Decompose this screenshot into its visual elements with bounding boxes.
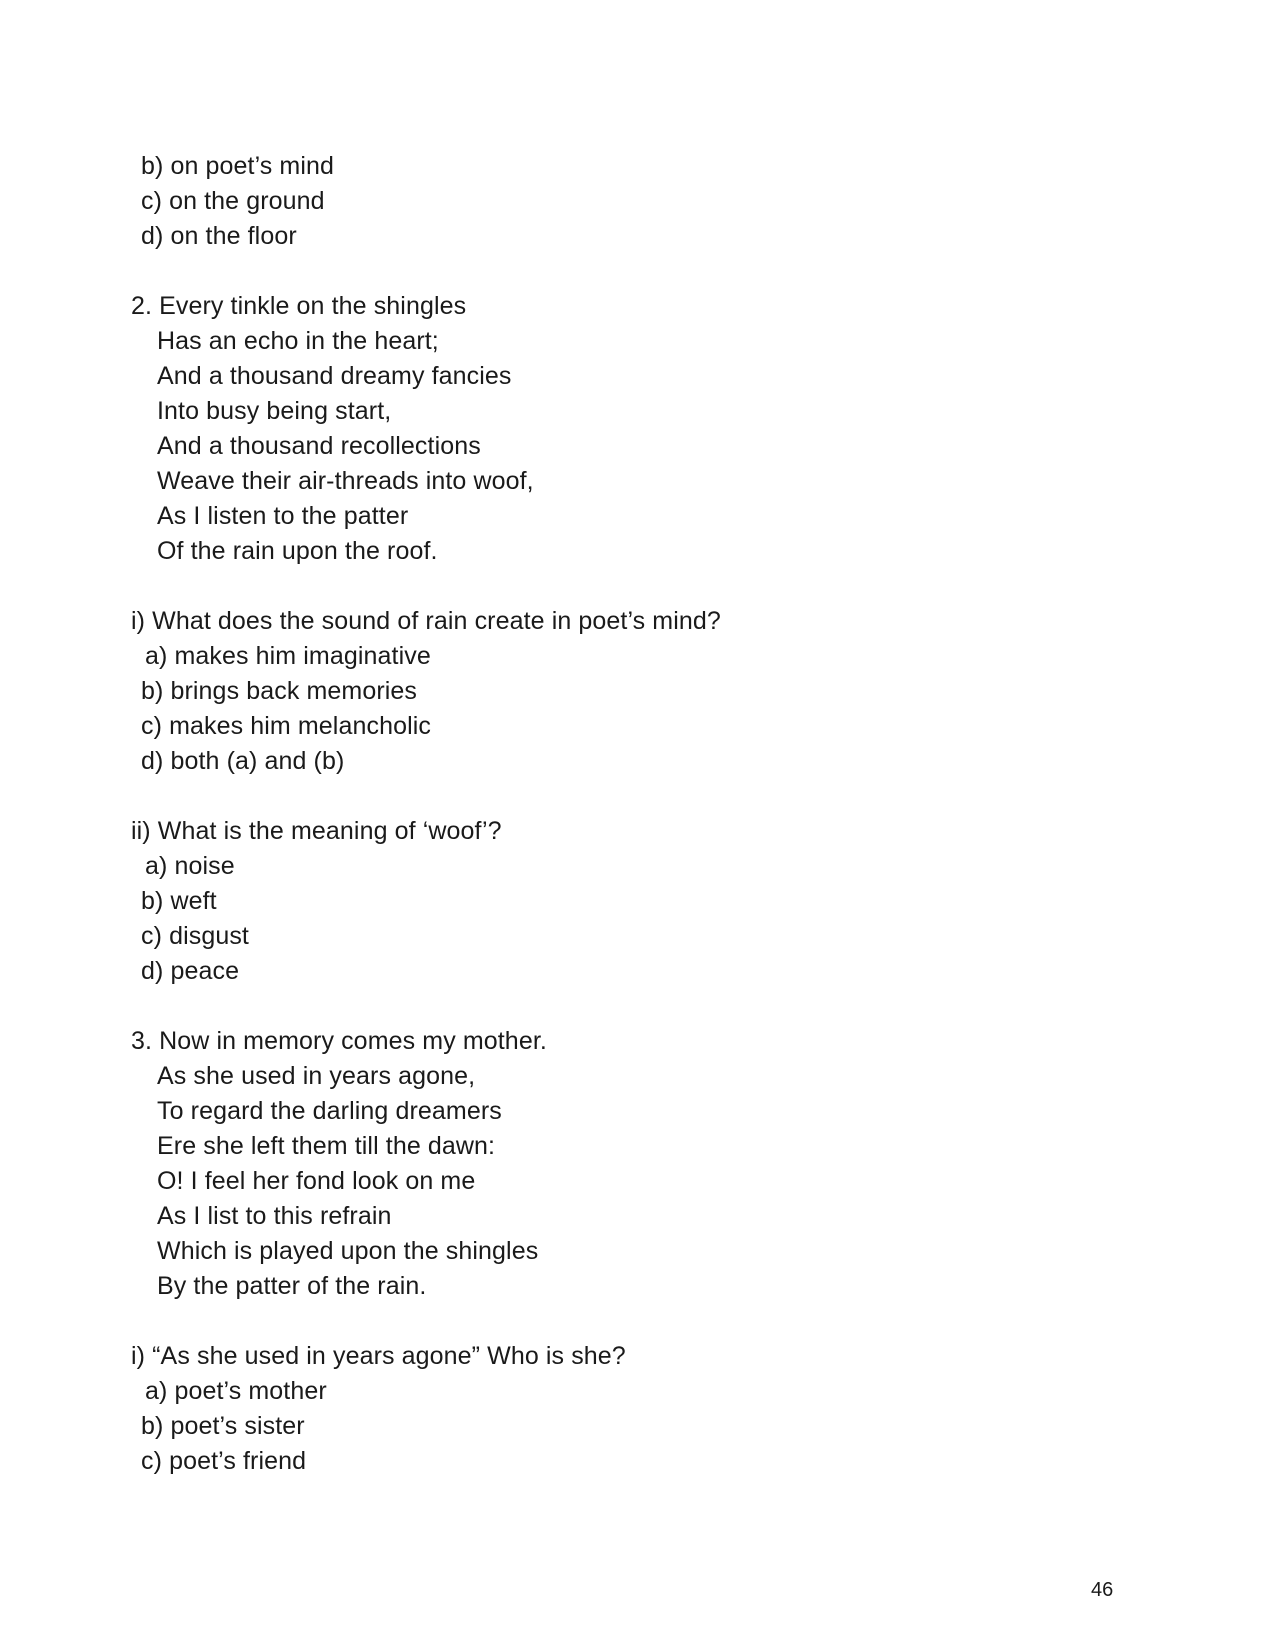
question-option: d) peace [141,957,240,985]
stanza-3-line: By the patter of the rain. [157,1272,427,1300]
stanza-2-line: Weave their air-threads into woof, [157,467,534,495]
question-option: c) poet’s friend [141,1447,307,1475]
question-option: b) weft [141,887,217,915]
option-d: d) on the floor [141,222,297,250]
question-text: ii) What is the meaning of ‘woof’? [131,817,502,845]
question-option: a) noise [145,852,235,880]
stanza-2-line: 2. Every tinkle on the shingles [131,292,467,320]
question-option: a) makes him imaginative [145,642,431,670]
option-c: c) on the ground [141,187,325,215]
question-option: a) poet’s mother [145,1377,327,1405]
question-option: c) disgust [141,922,249,950]
question-option: d) both (a) and (b) [141,747,345,775]
stanza-2-line: And a thousand recollections [157,432,481,460]
question-option: b) poet’s sister [141,1412,305,1440]
page-number: 46 [1091,1579,1114,1601]
stanza-3-line: As she used in years agone, [157,1062,476,1090]
stanza-2-line: And a thousand dreamy fancies [157,362,512,390]
question-option: b) brings back memories [141,677,418,705]
stanza-3-line: 3. Now in memory comes my mother. [131,1027,547,1055]
stanza-3-line: As I list to this refrain [157,1202,392,1230]
stanza-2-line: Into busy being start, [157,397,392,425]
stanza-2-line: Of the rain upon the roof. [157,537,438,565]
stanza-3-line: To regard the darling dreamers [157,1097,502,1125]
stanza-2-line: As I listen to the patter [157,502,409,530]
question-text: i) “As she used in years agone” Who is she? [131,1342,626,1370]
question-text: i) What does the sound of rain create in poet’s mind? [131,607,721,635]
stanza-3-line: O! I feel her fond look on me [157,1167,476,1195]
stanza-3-line: Ere she left them till the dawn: [157,1132,496,1160]
stanza-2-line: Has an echo in the heart; [157,327,439,355]
question-option: c) makes him melancholic [141,712,431,740]
stanza-3-line: Which is played upon the shingles [157,1237,539,1265]
option-b: b) on poet’s mind [141,152,335,180]
